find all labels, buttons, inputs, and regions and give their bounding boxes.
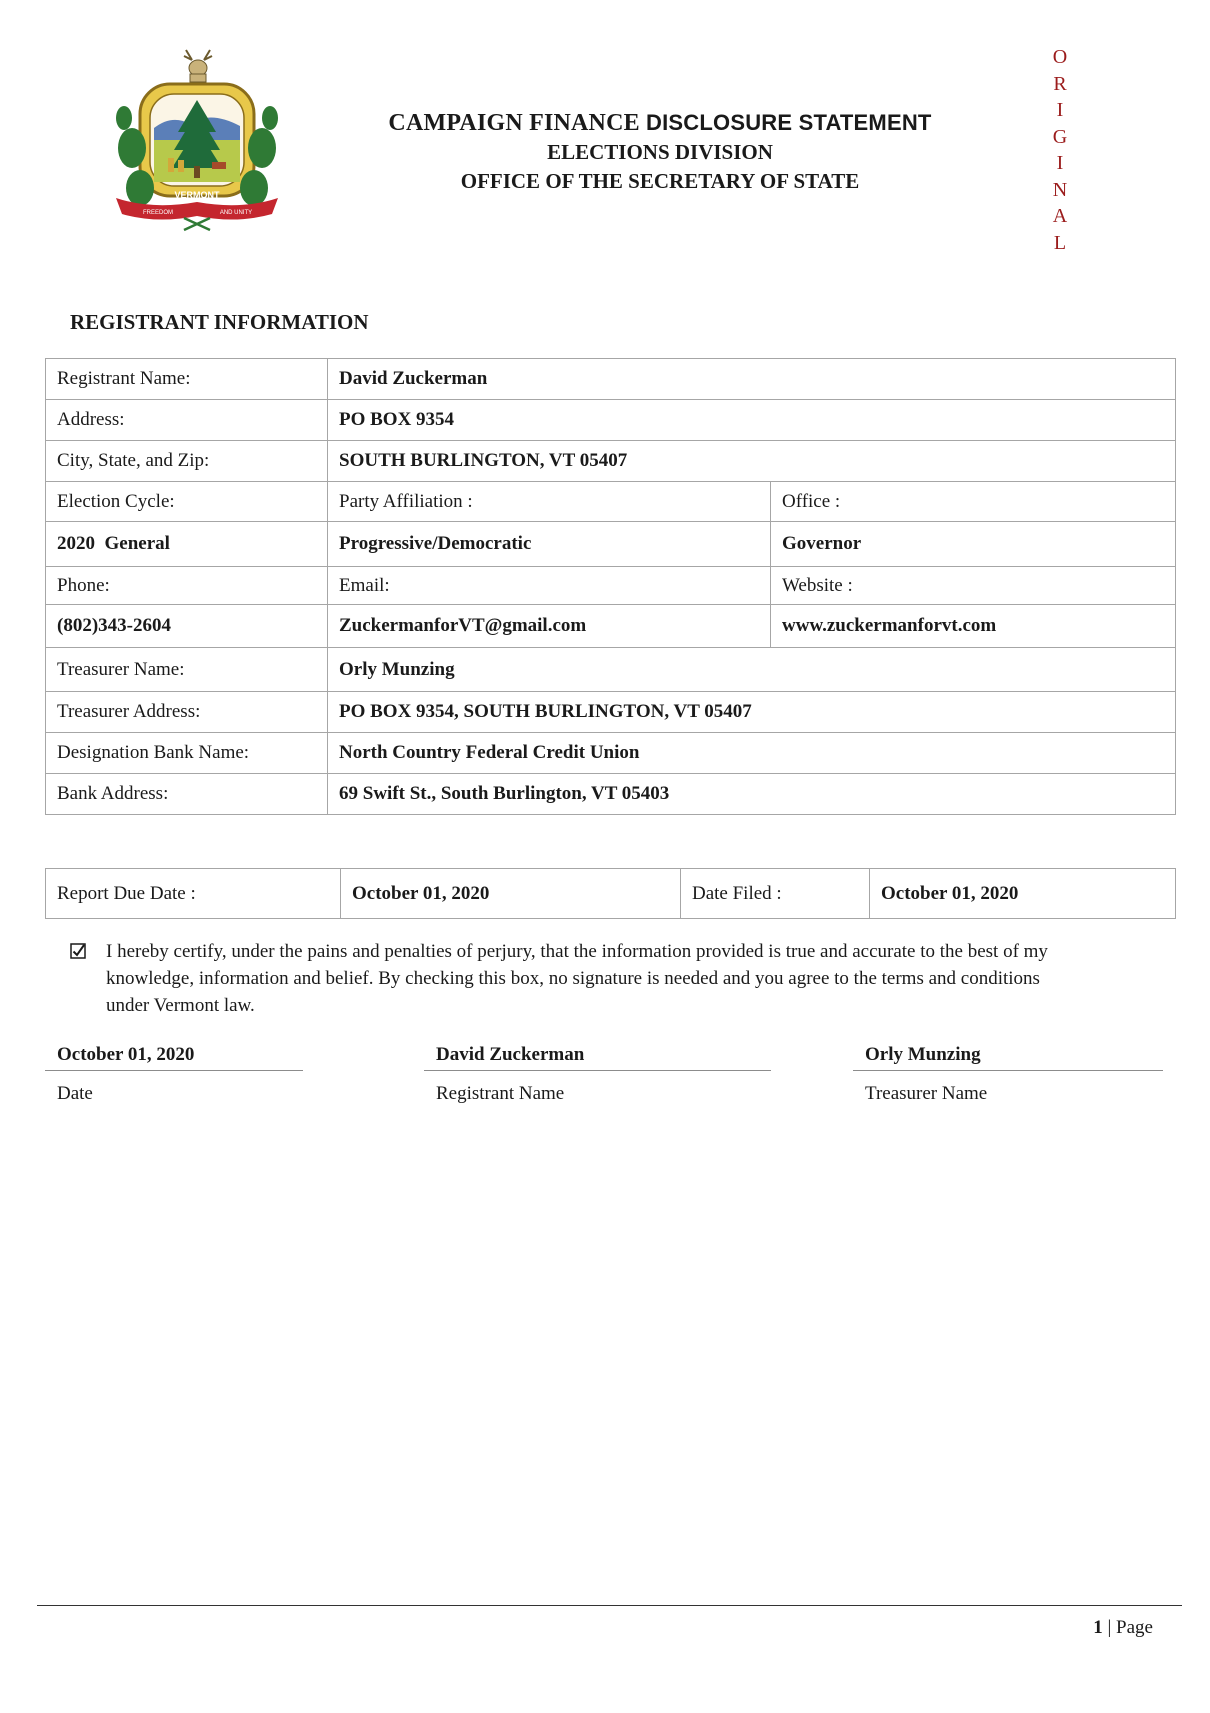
party-affiliation-value: Progressive/Democratic: [328, 522, 771, 567]
report-due-date-value: October 01, 2020: [341, 869, 681, 919]
bank-name-label: Designation Bank Name:: [46, 733, 328, 774]
title-part-1: CAMPAIGN FINANCE: [388, 110, 640, 136]
table-row: [46, 869, 1176, 919]
address-label: Address:: [46, 400, 328, 441]
page-number: [1093, 1617, 1153, 1639]
document-title: [280, 108, 1040, 138]
page-number-text: | Page: [1107, 1617, 1153, 1638]
treasurer-name-label: Treasurer Name:: [46, 648, 328, 692]
stamp-letter: I: [1056, 99, 1064, 121]
table-row: [46, 648, 1176, 692]
table-row: [46, 359, 1176, 400]
registrant-name-label: Registrant Name:: [46, 359, 328, 400]
table-row: [46, 400, 1176, 441]
office-label: Office :: [771, 482, 1176, 522]
footer-divider: [37, 1605, 1182, 1606]
signature-registrant-label: Registrant Name: [436, 1083, 565, 1104]
dates-table: [45, 868, 1176, 919]
table-row: [46, 733, 1176, 774]
table-row: [46, 522, 1176, 567]
stamp-letter: L: [1053, 231, 1067, 254]
bank-address-label: Bank Address:: [46, 774, 328, 815]
document-header: [280, 108, 1040, 196]
phone-value: (802)343-2604: [46, 605, 328, 648]
bank-address-value: 69 Swift St., South Burlington, VT 05403: [328, 774, 1176, 815]
table-row: [46, 605, 1176, 648]
registrant-signature-block: [424, 1044, 771, 1105]
stamp-letter: A: [1052, 205, 1068, 227]
certify-checkbox[interactable]: [70, 943, 86, 959]
email-value: ZuckermanforVT@gmail.com: [328, 605, 771, 648]
email-label: Email:: [328, 567, 771, 605]
certification-text: I hereby certify, under the pains and penalties of perjury, that the information provided is true and accurate to the best of my knowledge, information and belief. By checking this box, no signature is needed and you agree to the terms and conditions under Vermont law.: [106, 941, 1048, 1016]
signature-date-label: Date: [57, 1083, 93, 1104]
stamp-letter: N: [1052, 178, 1068, 201]
election-cycle-label: Election Cycle:: [46, 482, 328, 522]
stag-crest-icon: [184, 50, 212, 82]
title-part-2: DISCLOSURE STATEMENT: [646, 110, 932, 135]
stamp-letter: R: [1053, 72, 1067, 95]
table-row: [46, 482, 1176, 522]
party-affiliation-label: Party Affiliation :: [328, 482, 771, 522]
stamp-letter: O: [1052, 46, 1068, 68]
svg-text:VERMONT: VERMONT: [174, 190, 220, 200]
page-number-value: 1: [1093, 1617, 1103, 1638]
elections-division: ELECTIONS DIVISION: [547, 140, 773, 164]
city-value: SOUTH BURLINGTON, VT 05407: [328, 441, 1176, 482]
signature-treasurer-value: Orly Munzing: [853, 1044, 1163, 1071]
report-due-date-label: Report Due Date :: [46, 869, 341, 919]
vermont-state-seal: [112, 48, 282, 233]
svg-text:FREEDOM: FREEDOM: [143, 210, 173, 216]
treasurer-address-label: Treasurer Address:: [46, 692, 328, 733]
certification: [70, 938, 1070, 1019]
city-label: City, State, and Zip:: [46, 441, 328, 482]
signature-registrant-value: David Zuckerman: [424, 1044, 771, 1071]
stamp-letter: I: [1056, 152, 1064, 174]
treasurer-signature-block: [853, 1044, 1163, 1105]
signature-date-value: October 01, 2020: [45, 1044, 303, 1071]
bank-name-value: North Country Federal Credit Union: [328, 733, 1176, 774]
signature-treasurer-label: Treasurer Name: [865, 1083, 988, 1104]
table-row: [46, 774, 1176, 815]
website-value: www.zuckermanforvt.com: [771, 605, 1176, 648]
table-row: [46, 567, 1176, 605]
office-value: Governor: [771, 522, 1176, 567]
section-heading: REGISTRANT INFORMATION: [70, 310, 369, 334]
election-cycle-value: 2020 General: [46, 522, 328, 567]
table-row: [46, 441, 1176, 482]
svg-text:AND UNITY: AND UNITY: [219, 210, 253, 216]
address-value: PO BOX 9354: [328, 400, 1176, 441]
date-filed-label: Date Filed :: [681, 869, 870, 919]
date-signature-block: [45, 1044, 303, 1105]
treasurer-address-value: PO BOX 9354, SOUTH BURLINGTON, VT 05407: [328, 692, 1176, 733]
table-row: [46, 692, 1176, 733]
original-stamp: [1048, 44, 1072, 256]
website-label: Website :: [771, 567, 1176, 605]
registrant-name-value: David Zuckerman: [328, 359, 1176, 400]
office-of-secretary: OFFICE OF THE SECRETARY OF STATE: [460, 169, 860, 193]
registrant-info-table: [45, 358, 1176, 815]
treasurer-name-value: Orly Munzing: [328, 648, 1176, 692]
phone-label: Phone:: [46, 567, 328, 605]
stamp-letter: G: [1052, 125, 1068, 148]
date-filed-value: October 01, 2020: [870, 869, 1176, 919]
